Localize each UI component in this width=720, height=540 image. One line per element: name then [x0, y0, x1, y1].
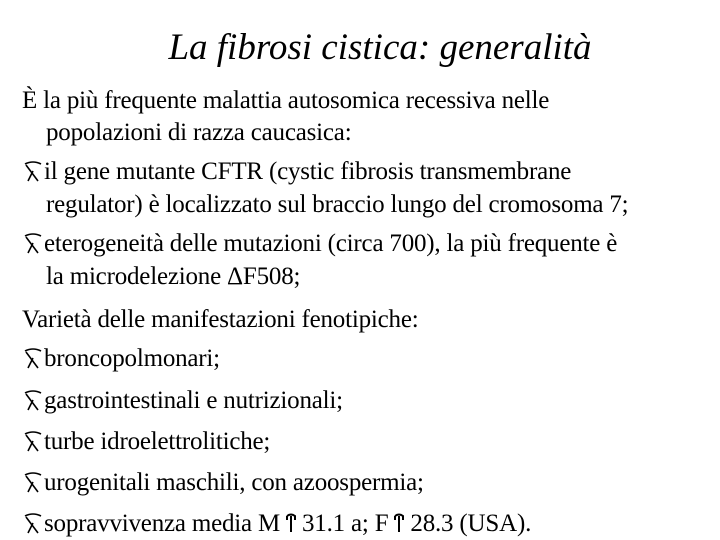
bullet-text: gastrointestinali e nutrizionali;: [44, 387, 343, 414]
bullet-item-survival: [22, 509, 531, 539]
bullet-item-turbe: [22, 427, 270, 457]
bullet-item-heterogeneity: [22, 229, 617, 259]
bullet-text: broncopolmonari;: [44, 345, 220, 372]
survival-text-part3: 28.3 (USA).: [410, 510, 532, 537]
bullet-icon: [22, 389, 44, 411]
bullet-item-gene-cont: regulator) è localizzato sul braccio lungo del cromosoma 7;: [46, 191, 629, 218]
bullet-icon: [22, 232, 44, 254]
variety-heading: Varietà delle manifestazioni fenotipiche:: [22, 306, 419, 333]
survival-text-part2: 31.1 a; F: [302, 510, 389, 537]
missing-glyph-icon: [392, 513, 406, 533]
bullet-text: il gene mutante CFTR (cystic fibrosis transmembrane: [44, 158, 572, 185]
bullet-text: urogenitali maschili, con azoospermia;: [44, 469, 424, 496]
slide-title: La fibrosi cistica: generalità: [168, 27, 592, 68]
bullet-icon: [22, 347, 44, 369]
bullet-item-urogenitali: [22, 468, 424, 498]
intro-line-1: È la più frequente malattia autosomica recessiva nelle: [22, 87, 550, 114]
bullet-icon: [22, 471, 44, 493]
survival-text-part1: sopravvivenza media M: [44, 510, 280, 537]
bullet-text: turbe idroelettrolitiche;: [44, 428, 271, 455]
bullet-icon: [22, 430, 44, 452]
bullet-item-broncopolmonari: [22, 344, 220, 374]
intro-line-2: popolazioni di razza caucasica:: [46, 119, 352, 146]
bullet-item-gene: [22, 157, 571, 187]
missing-glyph-icon: [284, 513, 298, 533]
bullet-item-gastrointestinali: [22, 386, 343, 416]
bullet-icon: [22, 160, 44, 182]
bullet-item-heterogeneity-cont: la microdelezione ΔF508;: [46, 263, 301, 290]
bullet-text: eterogeneità delle mutazioni (circa 700), la più frequente è: [44, 230, 618, 257]
bullet-icon: [22, 512, 44, 534]
